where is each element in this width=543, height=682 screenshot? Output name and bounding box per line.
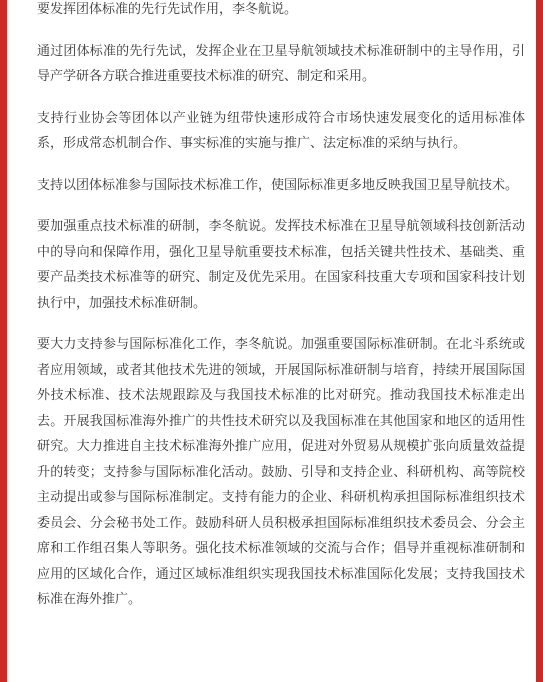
paragraph-international-standardization: 要大力支持参与国际标准化工作，李冬航说。加强重要国际标准研制。在北斗系统或者应用领域，或者其他技术先进的领域，开展国际标准研制与培育，持续开展国际国外技术标准、技术法规跟踪及与我国技术标准的比对研究。推动我国技术标准走出去。开展我国标准海外推广的共性技术研究以及我国标准在其他国家和地区的适用性研究。大力推进自主技术标准海外推广应用，促进对外贸易从规模扩张向质量效益提升的转变；支持参与国际标准化活动。鼓励、引导和支持企业、科研机构、高等院校主动提出或参与国际标准制定。支持有能力的企业、科研机构承担国际标准组织技术委员会、分会秘书处工作。鼓励科研人员积极承担国际标准组织技术委员会、分会主席和工作组召集人等职务。强化技术标准领域的交流与合作；倡导并重视标准研制和应用的区域化合作，通过区域标准组织实现我国技术标准国际化发展；支持我国技术标准在海外推广。 bbox=[37, 337, 525, 607]
paragraph-international-participation: 支持以团体标准参与国际技术标准工作，使国际标准更多地反映我国卫星导航技术。 bbox=[37, 177, 519, 193]
paragraph-key-standards: 要加强重点技术标准的研制，李冬航说。发挥技术标准在卫星导航领域科技创新活动中的导向和保障作用，强化卫星导航重要技术标准，包括关键共性技术、基础类、重要产品类技术标准等的研究、制定及优先采用。在国家科技重大专项和国家科技计划执行中，加强技术标准研制。 bbox=[37, 219, 525, 311]
paragraph-team-standard-pilot: 通过团体标准的先行先试，发挥企业在卫星导航领域技术标准研制中的主导作用，引导产学研各方联合推进重要技术标准的研究、制定和采用。 bbox=[37, 43, 525, 84]
article-body bbox=[37, 0, 525, 629]
paragraph-team-standard-intro: 要发挥团体标准的先行先试作用，李冬航说。 bbox=[37, 2, 298, 17]
paragraph-industry-association: 支持行业协会等团体以产业链为纽带快速形成符合市场快速发展变化的适用标准体系，形成常态机制合作、事实标准的实施与推广、法定标准的采纳与执行。 bbox=[37, 110, 525, 151]
